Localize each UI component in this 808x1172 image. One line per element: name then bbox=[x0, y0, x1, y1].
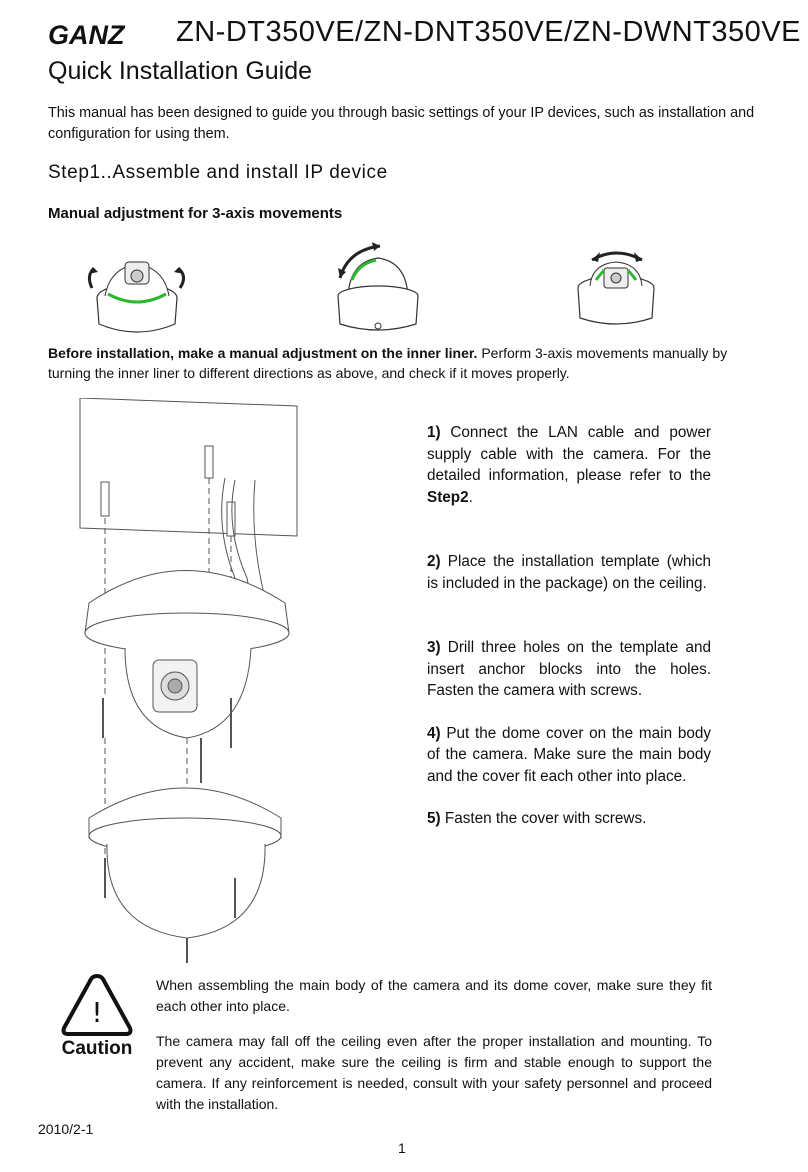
step-number: 1) bbox=[427, 424, 441, 441]
page-number: 1 bbox=[398, 1140, 406, 1156]
pan-adjustment-figure bbox=[80, 248, 195, 338]
manual-adjustment-heading: Manual adjustment for 3-axis movements bbox=[48, 205, 343, 222]
guide-title: Quick Installation Guide bbox=[48, 57, 313, 85]
step-number: 5) bbox=[427, 810, 441, 827]
adjustment-note bbox=[48, 343, 773, 383]
step-item-5: 5) Fasten the cover with screws. bbox=[427, 810, 647, 827]
installation-diagram bbox=[75, 398, 305, 968]
caution-label: Caution bbox=[61, 1038, 133, 1059]
rotation-adjustment-figure bbox=[570, 240, 662, 330]
step-item-4: 4) Put the dome cover on the main body of the camera. Make sure the main body and the cover fit each other into place. bbox=[427, 724, 711, 785]
step-number: 2) bbox=[427, 553, 441, 570]
model-title: ZN-DT350VE/ZN-DNT350VE/ZN-DWNT350VE bbox=[176, 16, 801, 48]
step1-heading: Step1..Assemble and install IP device bbox=[48, 162, 388, 183]
installation-steps bbox=[427, 422, 711, 830]
step-item-2: 2) Place the installation template (which is included in the package) on the ceiling. bbox=[427, 553, 711, 592]
caution-text bbox=[156, 975, 712, 1115]
caution-paragraph-1: When assembling the main body of the camera and its dome cover, make sure they fit each other into place. bbox=[156, 977, 712, 1014]
intro-paragraph: This manual has been designed to guide you through basic settings of your IP devices, such as installation and configuration for using them. bbox=[48, 105, 755, 142]
document-date: 2010/2-1 bbox=[38, 1121, 94, 1137]
adjustment-note-text: Perform 3-axis movements manually by turning the inner liner to different directions as above, and check if it moves properly. bbox=[48, 345, 728, 381]
step-number: 3) bbox=[427, 639, 441, 656]
tilt-adjustment-figure bbox=[318, 240, 436, 336]
caution-paragraph-2: The camera may fall off the ceiling even after the proper installation and mounting. To prevent any accident, make sure the ceiling is firm and stable enough to support the camera. If any reinforcement is needed, consult with your safety personnel and proceed with the installation. bbox=[156, 1033, 712, 1112]
brand-logo bbox=[48, 20, 168, 48]
caution-triangle-icon bbox=[58, 972, 136, 1060]
step-item-1: 1) Connect the LAN cable and power supply cable with the camera. For the detailed information, please refer to the Step2. bbox=[427, 424, 711, 506]
brand-logo-text: GANZ bbox=[48, 20, 125, 48]
caution-mark: ! bbox=[91, 996, 103, 1029]
adjustment-note-bold: Before installation, make a manual adjustment on the inner liner. bbox=[48, 345, 478, 361]
step-number: 4) bbox=[427, 724, 441, 742]
step-item-3: 3) Drill three holes on the template and insert anchor blocks into the holes. Fasten the camera with screws. bbox=[427, 639, 711, 699]
